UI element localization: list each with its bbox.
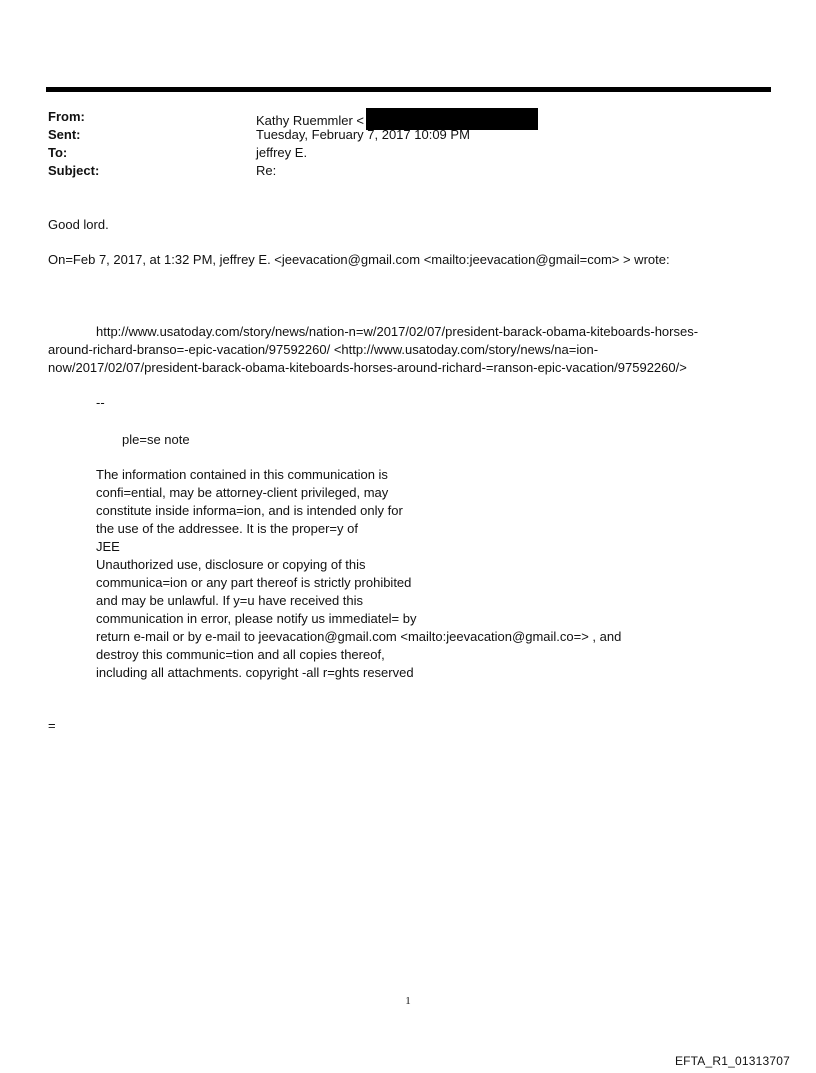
disclaimer-line: Unauthorized use, disclosure or copying of this xyxy=(96,557,366,572)
disclaimer-line: communica=ion or any part thereof is strictly prohibited xyxy=(96,575,412,590)
sender-name: Kathy Ruemmler < xyxy=(256,113,365,128)
link-line-2: around-richard-branso=-epic-vacation/97592260/ <http://www.usatoday.com/story/news/na=ion- xyxy=(48,342,599,357)
quote-intro: On=Feb 7, 2017, at 1:32 PM, jeffrey E. <jeevacation@gmail.com <mailto:jeevacation@gmail=com> > wrote: xyxy=(48,252,670,267)
subject-value: Re: xyxy=(256,163,277,178)
to-value: jeffrey E. xyxy=(256,145,308,160)
disclaimer-line: JEE xyxy=(96,539,120,554)
header-rule xyxy=(46,87,771,92)
link-line-1: http://www.usatoday.com/story/news/nation-n=w/2017/02/07/president-barack-obama-kiteboards-horses- xyxy=(96,324,699,339)
disclaimer-line: and may be unlawful. If y=u have received this xyxy=(96,593,364,608)
disclaimer-line: The information contained in this communication is xyxy=(96,467,388,482)
disclaimer-line: constitute inside informa=ion, and is intended only for xyxy=(96,503,403,518)
bates-number: EFTA_R1_01313707 xyxy=(674,1054,790,1068)
disclaimer-line: return e-mail or by e-mail to jeevacation@gmail.com <mailto:jeevacation@gmail.co=> , and xyxy=(96,629,622,644)
reply-text: Good lord. xyxy=(48,217,109,232)
trailing-equals: = xyxy=(48,718,56,733)
disclaimer-line: including all attachments. copyright -all r=ghts reserved xyxy=(96,665,414,680)
page-number: 1 xyxy=(405,995,411,1007)
disclaimer-block xyxy=(96,466,621,682)
from-label: From: xyxy=(48,109,85,124)
disclaimer-line: confi=ential, may be attorney-client privileged, may xyxy=(96,485,389,500)
disclaimer-line: destroy this communic=tion and all copies thereof, xyxy=(96,647,385,662)
disclaimer-line: communication in error, please notify us immediatel= by xyxy=(96,611,417,626)
sent-label: Sent: xyxy=(48,127,81,142)
sent-value: Tuesday, February 7, 2017 10:09 PM xyxy=(256,127,470,142)
to-label: To: xyxy=(48,145,68,160)
subject-label: Subject: xyxy=(48,163,100,178)
disclaimer-line: the use of the addressee. It is the proper=y of xyxy=(96,521,358,536)
please-note: ple=se note xyxy=(122,432,190,447)
signature-separator: -- xyxy=(96,395,105,410)
link-line-3: now/2017/02/07/president-barack-obama-kiteboards-horses-around-richard-=ranson-epic-vacation/97592260/> xyxy=(48,360,687,375)
